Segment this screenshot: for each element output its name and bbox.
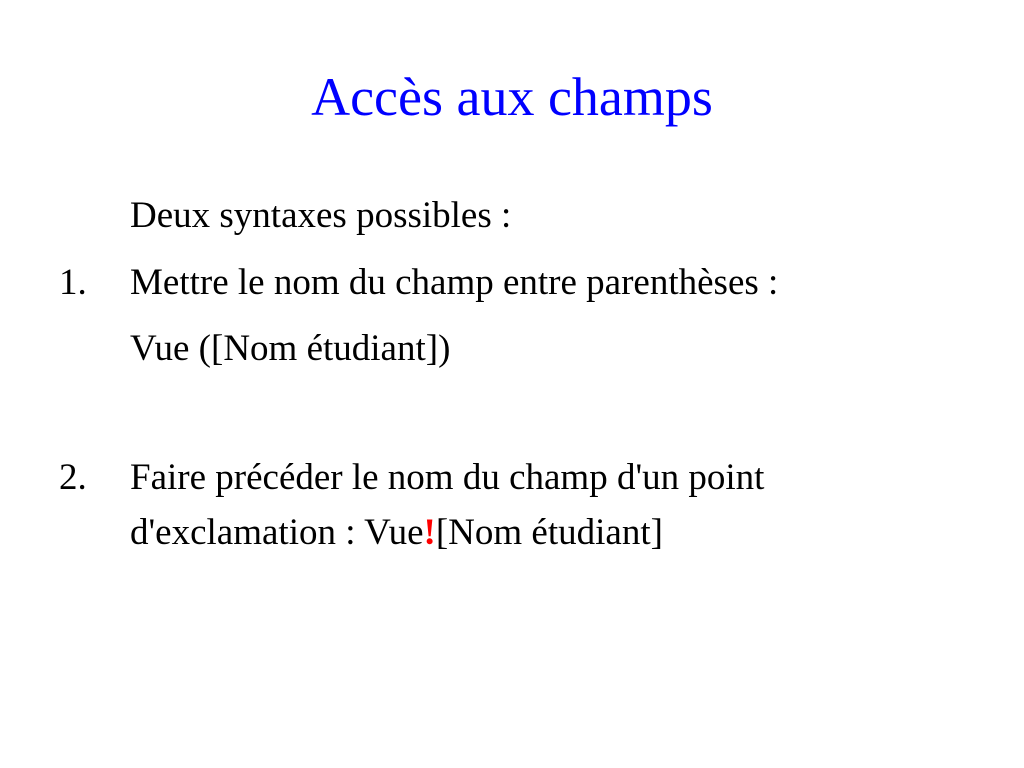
item-2-text-line2 [130,506,663,559]
slide-title: Accès aux champs [311,67,713,127]
item-2-text-line2-suffix: [Nom étudiant] [435,512,663,553]
intro-text: Deux syntaxes possibles : [130,195,512,236]
item-1-number: 1. [59,262,87,303]
exclamation-mark: ! [423,512,436,553]
item-2-text-line2-prefix: d'exclamation : Vue [130,512,424,553]
item-1-example: Vue ([Nom étudiant]) [130,328,451,369]
item-1-text: Mettre le nom du champ entre parenthèses : [130,262,779,303]
item-2-number: 2. [59,457,87,498]
item-2-text-line1: Faire précéder le nom du champ d'un point [130,457,765,498]
